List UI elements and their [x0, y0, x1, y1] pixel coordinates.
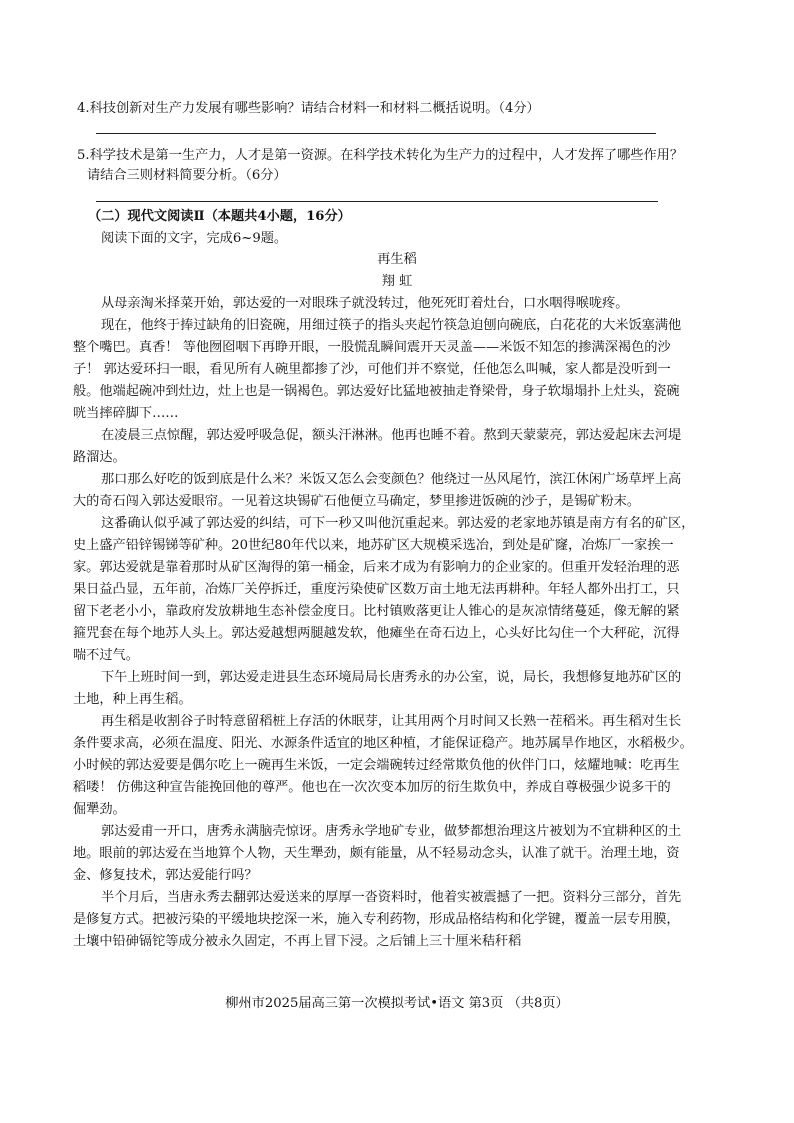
article-line: 那口那么好吃的饭到底是什么米？米饭又怎么会变颜色？他绕过一丛风尾竹，滨江休闲广场草坪上高 [101, 472, 682, 487]
question-4: 4.科技创新对生产力发展有哪些影响？请结合材料一和材料二概括说明。（4分） [77, 101, 540, 116]
question-5-line-2: 请结合三则材料简要分析。（6分） [87, 168, 287, 183]
article-line: 是修复方式。把被污染的平缓地块挖深一米，施入专利药物，形成品格结构和化学键，覆盖一层专用膜， [73, 912, 680, 927]
article-line: 稻喽！ 仿佛这种宣告能挽回他的尊严。他也在一次次变本加厉的衍生欺负中，养成自尊极强少说多干的 [73, 780, 671, 795]
article-line: 土壤中铅砷镉铊等成分被永久固定，不再上冒下浸。之后铺上三十厘米秸秆稻 [73, 934, 522, 949]
answer-line-q4 [96, 133, 656, 134]
article-line: 留下老老小小，靠政府发放耕地生态补偿金度日。比村镇败落更让人锥心的是灰凉情绪蔓延，像无解的紧 [73, 604, 680, 619]
article-line: 家。郭达爱就是靠着那时从矿区淘得的第一桶金，后来才成为有影响力的企业家的。但重开发轻治理的恶 [73, 560, 680, 575]
article-line: 土地，种上再生稻。 [73, 692, 192, 707]
answer-line-q5 [96, 201, 658, 202]
article-line: 果日益凸显，五年前，冶炼厂关停拆迁，重度污染使矿区数万亩土地无法再耕种。年轻人都外出打工，只 [73, 582, 680, 597]
article-line: 在凌晨三点惊醒，郭达爱呼吸急促，额头汗淋淋。他再也睡不着。熬到天蒙蒙亮，郭达爱起床去河堤 [101, 428, 682, 443]
article-line: 倔犟劲。 [73, 802, 126, 817]
article-line: 这番确认似乎减了郭达爱的纠结，可下一秒又叫他沉重起来。郭达爱的老家地苏镇是南方有名的矿区， [101, 516, 695, 531]
article-line: 子！ 郭达爱环扫一眼，看见所有人碗里都掺了沙，可他们并不察觉，任他怎么叫喊，家人都是没听到一 [73, 362, 671, 377]
article-line: 条件要求高，必须在温度、阳光、水源条件适宜的地区种植，才能保证稳产。地苏属旱作地区，水稻极少。 [73, 736, 693, 751]
article-line: 下午上班时间一到，郭达爱走进县生态环境局局长唐秀永的办公室，说，局长，我想修复地苏矿区的 [101, 670, 682, 685]
article-line: 咣当摔碎脚下…… [73, 406, 179, 421]
article-line: 般。他端起碗冲到灶边，灶上也是一锅褐色。郭达爱好比猛地被抽走脊梁骨，身子软塌塌扑上灶头，瓷碗 [73, 384, 680, 399]
article-line: 箍咒套在每个地苏人头上。郭达爱越想两腿越发软，他瘫坐在奇石边上，心头好比勾住一个大秤砣，沉得 [73, 626, 680, 641]
section-heading: （二）现代文阅读Ⅱ（本题共4小题，16分） [88, 209, 351, 224]
page-footer: 柳州市2025届高三第一次模拟考试•语文 第3页 （共8页） [225, 996, 569, 1011]
article-line: 小时候的郭达爱要是偶尔吃上一碗再生米饭，一定会端碗转过经常欺负他的伙伴门口，炫耀地喊：吃再生 [73, 758, 680, 773]
article-line: 再生稻是收割谷子时特意留稻桩上存活的休眠芽，让其用两个月时间又长熟一茬稻米。再生稻对生长 [101, 714, 682, 729]
article-line: 金、修复技术，郭达爱能行吗？ [73, 868, 258, 883]
article-line: 现在，他终于捧过缺角的旧瓷碗，用细过筷子的指头夹起竹筷急迫刨向碗底，白花花的大米饭塞满他 [101, 318, 682, 333]
article-line: 地。眼前的郭达爱在当地算个人物，天生犟劲，颇有能量，从不轻易动念头，认准了就干。治理土地，资 [73, 846, 680, 861]
article-author: 翔 虹 [381, 274, 413, 289]
article-line: 半个月后，当唐永秀去翻郭达爱送来的厚厚一沓资料时，他着实被震撼了一把。资料分三部分，首先 [101, 890, 682, 905]
article-line: 史上盛产铅锌锡锑等矿种。20世纪80年代以来，地苏矿区大规模采选冶，到处是矿窿，冶炼厂一家挨一 [73, 538, 674, 553]
article-line: 路溜达。 [73, 450, 126, 465]
article-line: 大的奇石闯入郭达爱眼帘。一见着这块锡矿石他便立马确定，梦里掺进饭碗的沙子，是锡矿粉末。 [73, 494, 641, 509]
article-line: 整个嘴巴。真香！ 等他囫囵咽下再睁开眼，一股慌乱瞬间震开天灵盖——米饭不知怎的掺满深褐色的沙 [73, 340, 671, 355]
article-line: 从母亲淘米择菜开始，郭达爱的一对眼珠子就没转过，他死死盯着灶台，口水咽得喉咙疼。 [101, 296, 629, 311]
article-title: 再生稻 [377, 252, 417, 267]
question-5-line-1: 5.科学技术是第一生产力，人才是第一资源。在科学技术转化为生产力的过程中，人才发挥了哪些作用？ [77, 148, 684, 163]
section-instruction: 阅读下面的文字，完成6~9题。 [101, 231, 288, 246]
article-line: 喘不过气。 [73, 648, 139, 663]
article-line: 郭达爱甫一开口，唐秀永满脑壳惊讶。唐秀永学地矿专业，做梦都想治理这片被划为不宜耕种区的土 [101, 824, 682, 839]
